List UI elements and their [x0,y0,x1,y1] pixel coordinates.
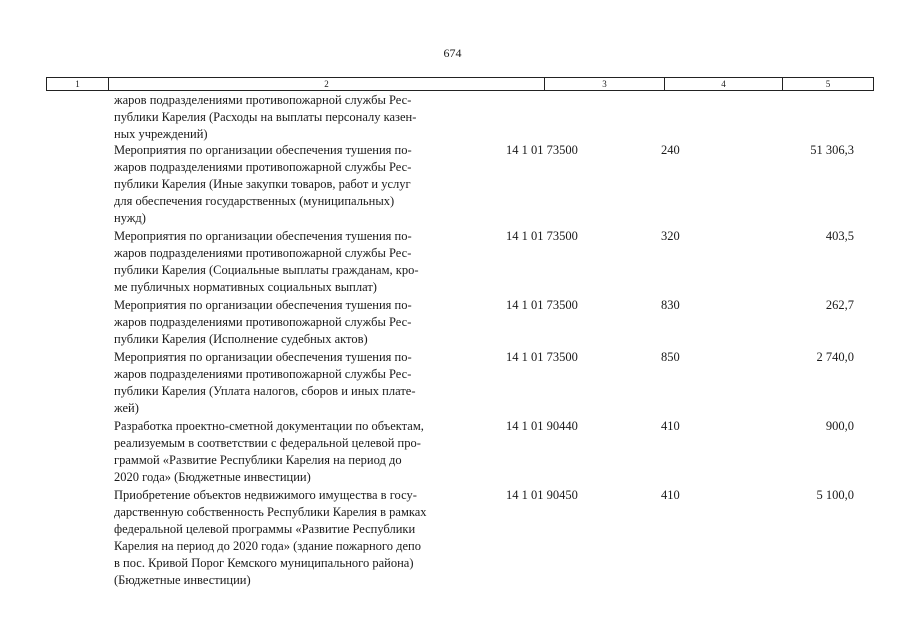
row-amount: 5 100,0 [816,488,854,502]
row-expense-type: 320 [661,229,680,243]
table-row [0,297,905,349]
table-row [0,418,905,487]
row-code: 14 1 01 73500 [506,298,578,312]
row-code: 14 1 01 73500 [506,143,578,157]
row-code: 14 1 01 73500 [506,350,578,364]
row-amount: 2 740,0 [816,350,854,364]
header-col-4: 4 [665,78,783,90]
row-amount: 900,0 [825,419,854,433]
row-expense-type: 410 [661,419,680,433]
row-code: 14 1 01 90450 [506,488,578,502]
row-description: Мероприятия по организации обеспечения тушения по- жаров подразделениями противопожарной службы Рес- публики Карелия (Социальные выплаты гражданам, кро- ме публичных нормативных социальных выплат) [114,229,419,294]
row-description: Разработка проектно-сметной документации по объектам, реализуемым в соответствии с федеральной целевой про- граммой «Развитие Республики Карелия на период до 2020 года» (Бюджетные инвестиции) [114,419,424,484]
header-col-1: 1 [47,78,109,90]
row-amount: 403,5 [825,229,854,243]
header-col-5: 5 [825,79,831,89]
row-description: Мероприятия по организации обеспечения тушения по- жаров подразделениями противопожарной службы Рес- публики Карелия (Исполнение судебных актов) [114,298,412,346]
row-code: 14 1 01 90440 [506,419,578,433]
row-description: Приобретение объектов недвижимого имущества в госу- дарственную собственность Республики Карелия в рамках федеральной целевой программы «Развитие Республики Карелия на период до 2020 года» (здание пожарного депо в пос. Кривой Порог Кемского муниципального района) (Бюджетные инвестиции) [114,488,427,587]
row-expense-type: 410 [661,488,680,502]
row-expense-type: 850 [661,350,680,364]
header-col-2: 2 [109,78,545,90]
table-row [0,228,905,297]
row-description: жаров подразделениями противопожарной службы Рес- публики Карелия (Расходы на выплаты персоналу казен- ных учреждений) [114,93,417,141]
row-amount: 262,7 [825,298,854,312]
row-amount: 51 306,3 [810,143,854,157]
row-description: Мероприятия по организации обеспечения тушения по- жаров подразделениями противопожарной службы Рес- публики Карелия (Иные закупки товаров, работ и услуг для обеспечения государственных (муниципальных) нужд) [114,143,412,225]
table-row [0,142,905,228]
row-expense-type: 830 [661,298,680,312]
table-body [0,92,905,591]
header-col-3: 3 [545,78,665,90]
table-row [0,487,905,591]
table-row [0,92,905,142]
row-expense-type: 240 [661,143,680,157]
page-number: 674 [443,46,462,60]
row-code: 14 1 01 73500 [506,229,578,243]
row-description: Мероприятия по организации обеспечения тушения по- жаров подразделениями противопожарной службы Рес- публики Карелия (Уплата налогов, сборов и иных плате- жей) [114,350,416,415]
table-row [0,349,905,418]
table-header-row [46,77,874,91]
